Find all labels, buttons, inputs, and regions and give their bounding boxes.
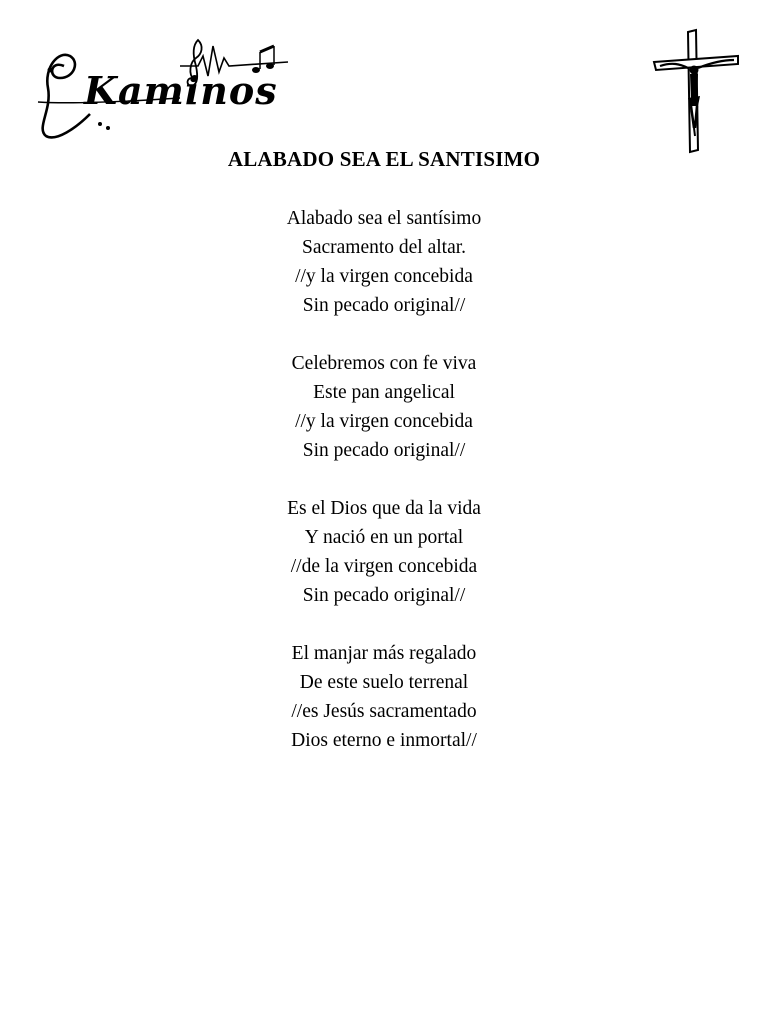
lyric-line: Dios eterno e inmortal// [291,730,477,751]
stanza-3 [0,494,768,610]
lyric-line: Y nació en un portal [304,527,464,548]
lyric-line: Sin pecado original// [302,440,466,461]
lyric-line: //y la virgen concebida [295,266,473,287]
lyric-line: Es el Dios que da la vida [287,498,481,519]
lyrics [0,204,768,784]
song-title: ALABADO SEA EL SANTISIMO [227,147,541,171]
lyric-line: Sin pecado original// [302,585,466,606]
stanza-1 [0,204,768,320]
crucifix [650,28,742,154]
kaminos-music-logo-icon [30,32,292,144]
lyric-line: El manjar más regalado [291,643,477,664]
lyric-line: Sacramento del altar. [301,237,467,258]
stanza-4 [0,639,768,755]
crucifix-icon [650,28,742,154]
lyric-line: Sin pecado original// [302,295,466,316]
lyric-line: //es Jesús sacramentado [291,701,477,722]
lyric-line: //y la virgen concebida [295,411,473,432]
lyric-line: De este suelo terrenal [299,672,469,693]
lyric-line: //de la virgen concebida [290,556,478,577]
lyric-line: Alabado sea el santísimo [286,208,482,229]
kaminos-logo [30,32,292,144]
lyric-line: Este pan angelical [313,382,455,403]
svg-text:Kaminos: Kaminos [84,68,278,113]
stanza-2 [0,349,768,465]
lyric-line: Celebremos con fe viva [291,353,477,374]
